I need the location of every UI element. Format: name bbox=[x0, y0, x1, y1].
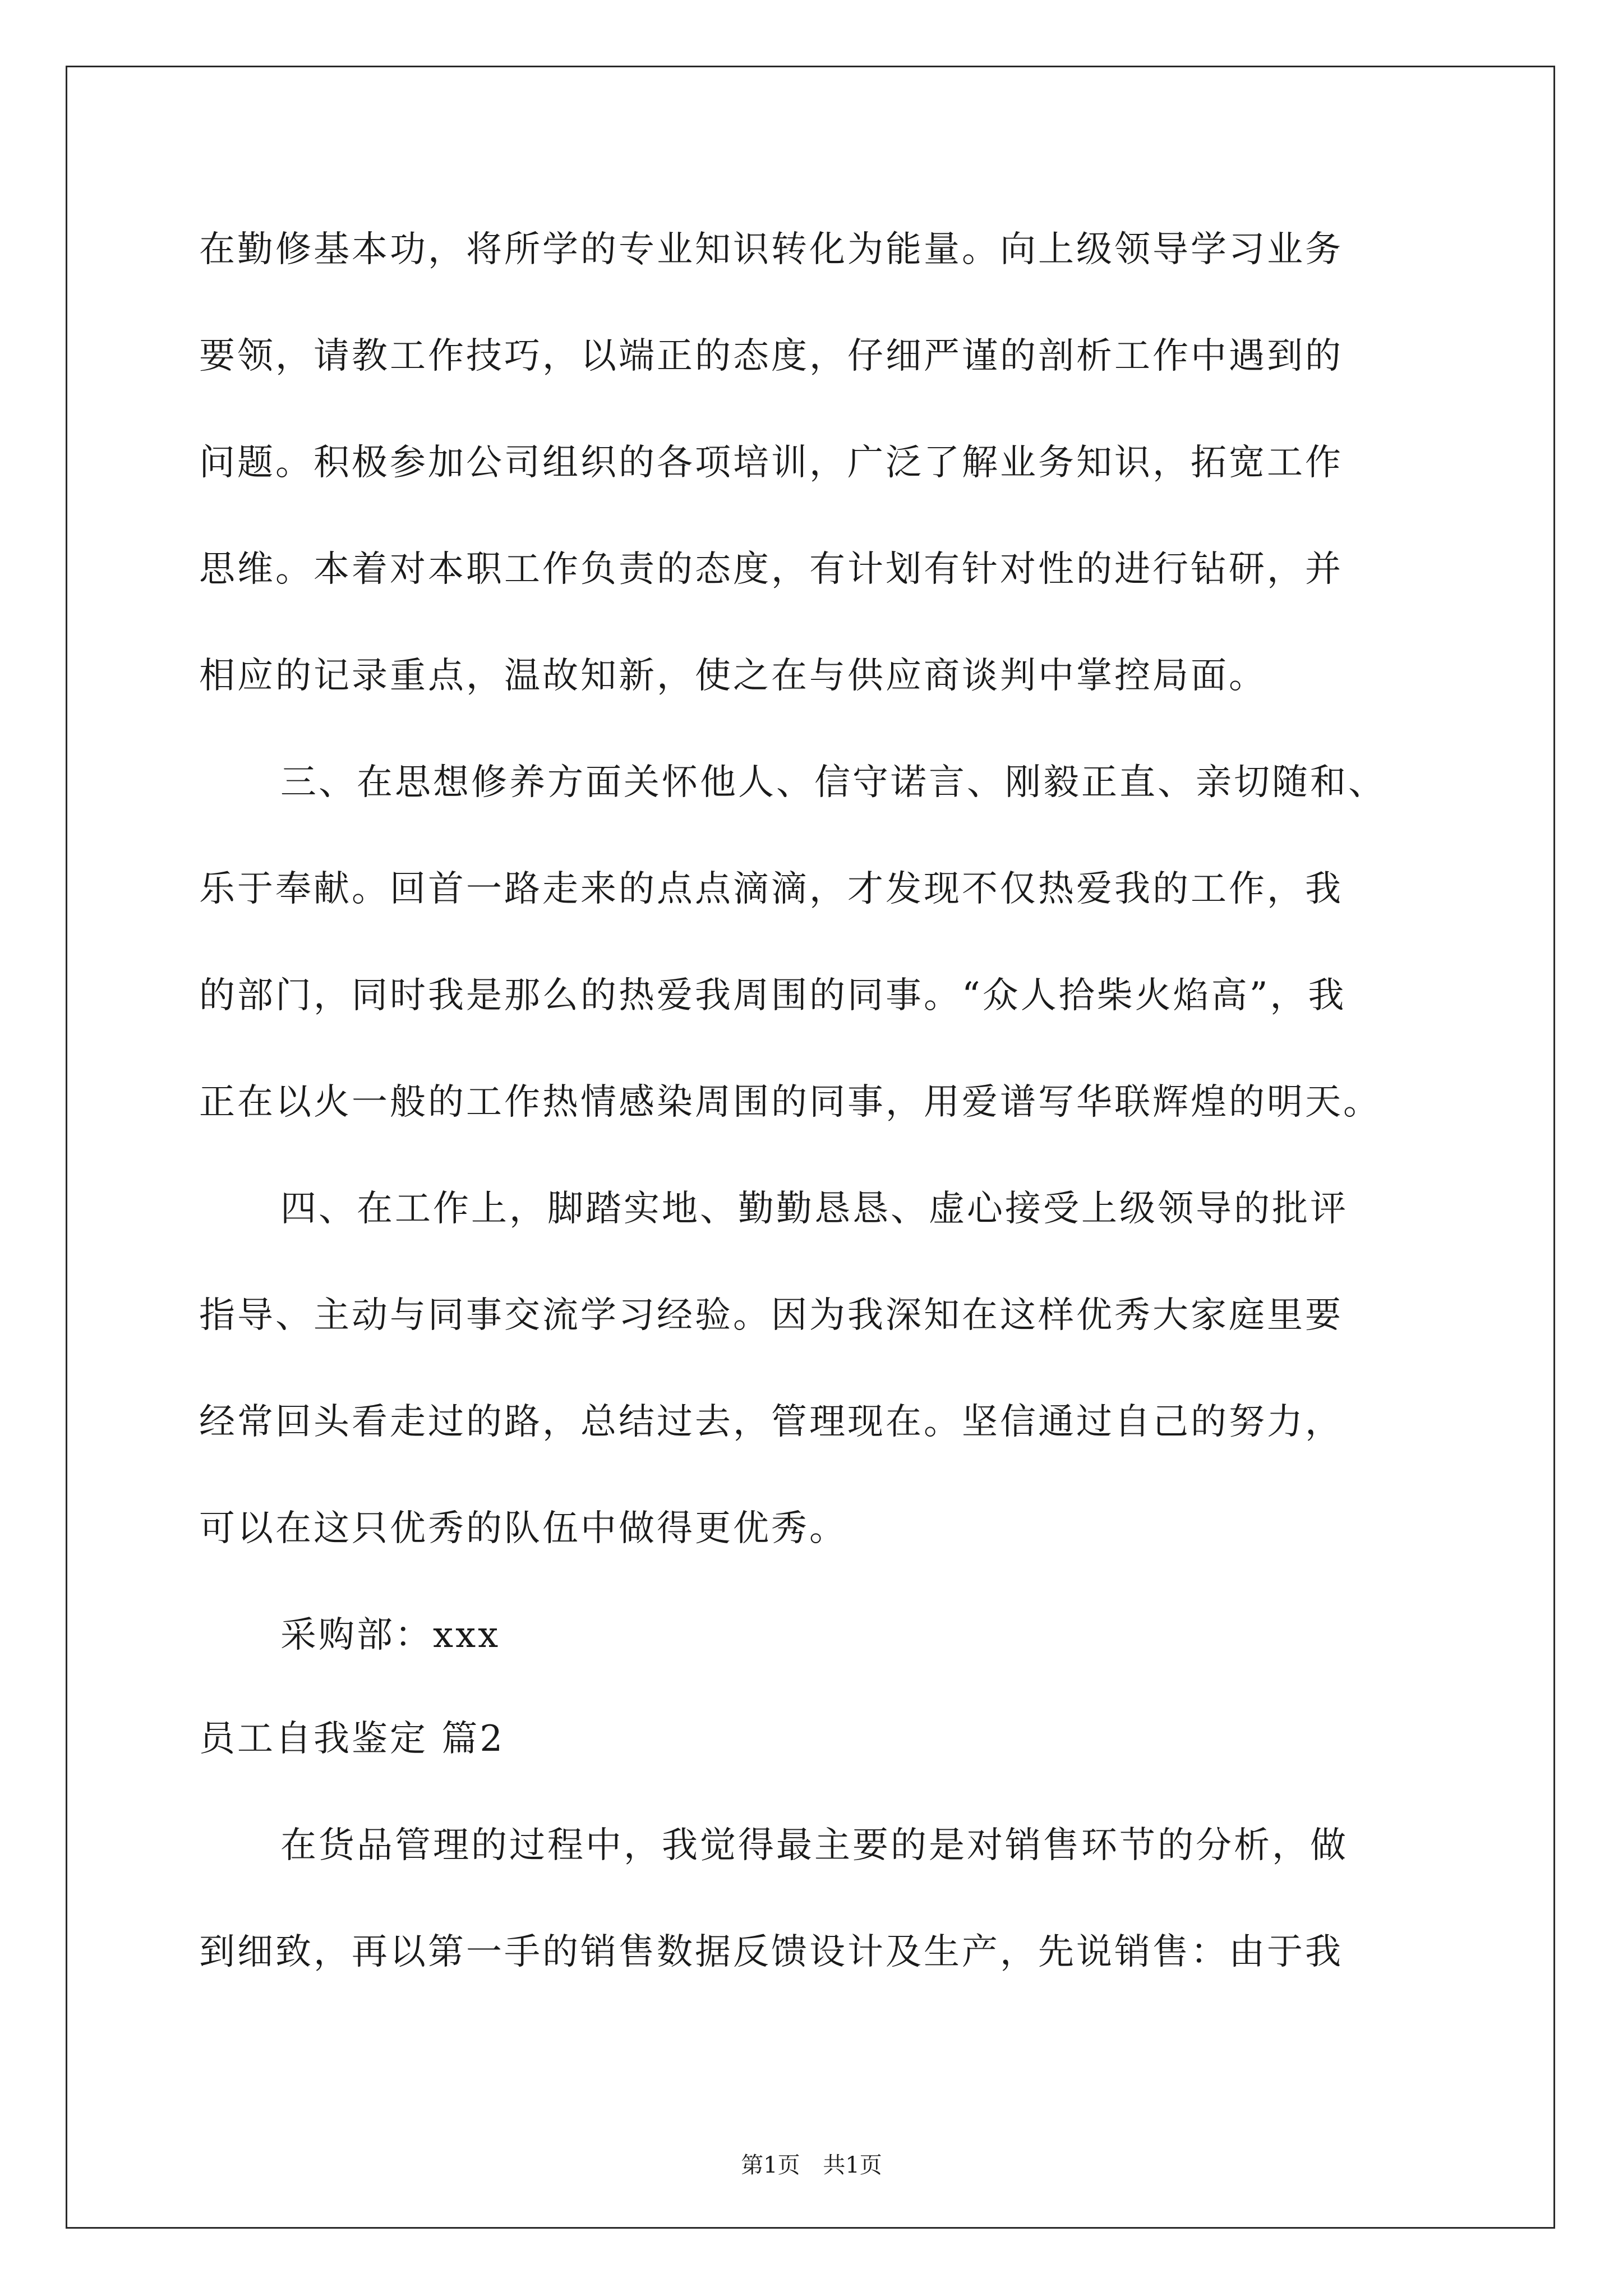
page-total: 共1页 bbox=[823, 2152, 882, 2178]
page-footer bbox=[0, 2151, 1623, 2179]
page-border bbox=[66, 66, 1555, 2229]
paragraph-line: 到细致，再以第一手的销售数据反馈设计及生产，先说销售：由于我 bbox=[199, 1931, 1343, 1973]
paragraph-line: 经常回头看走过的路，总结过去，管理现在。坚信通过自己的努力， bbox=[199, 1401, 1343, 1443]
paragraph-line: 正在以火一般的工作热情感染周围的同事，用爱谱写华联辉煌的明天。 bbox=[199, 1082, 1381, 1123]
paragraph-line: 乐于奉献。回首一路走来的点点滴滴，才发现不仅热爱我的工作，我 bbox=[199, 868, 1343, 910]
paragraph-line: 要领，请教工作技巧，以端正的态度，仔细严谨的剖析工作中遇到的 bbox=[199, 335, 1343, 377]
signature-line: 采购部：xxx bbox=[280, 1614, 501, 1656]
paragraph-line: 思维。本着对本职工作负责的态度，有计划有针对性的进行钻研，并 bbox=[199, 549, 1343, 590]
paragraph-line: 相应的记录重点，温故知新，使之在与供应商谈判中掌控局面。 bbox=[199, 655, 1267, 697]
paragraph-line: 问题。积极参加公司组织的各项培训，广泛了解业务知识，拓宽工作 bbox=[199, 442, 1343, 484]
page-number: 第1页 bbox=[741, 2152, 800, 2178]
paragraph-line: 可以在这只优秀的队伍中做得更优秀。 bbox=[199, 1508, 847, 1549]
paragraph-line: 在货品管理的过程中，我觉得最主要的是对销售环节的分析，做 bbox=[280, 1825, 1348, 1866]
paragraph-line: 指导、主动与同事交流学习经验。因为我深知在这样优秀大家庭里要 bbox=[199, 1295, 1343, 1336]
section-heading: 员工自我鉴定 篇2 bbox=[199, 1718, 505, 1760]
paragraph-line: 三、在思想修养方面关怀他人、信守诺言、刚毅正直、亲切随和、 bbox=[280, 762, 1386, 803]
paragraph-line: 在勤修基本功，将所学的专业知识转化为能量。向上级领导学习业务 bbox=[199, 229, 1343, 270]
paragraph-line: 四、在工作上，脚踏实地、勤勤恳恳、虚心接受上级领导的批评 bbox=[280, 1188, 1348, 1230]
paragraph-line: 的部门，同时我是那么的热爱我周围的同事。“众人拾柴火焰高”，我 bbox=[199, 975, 1347, 1016]
